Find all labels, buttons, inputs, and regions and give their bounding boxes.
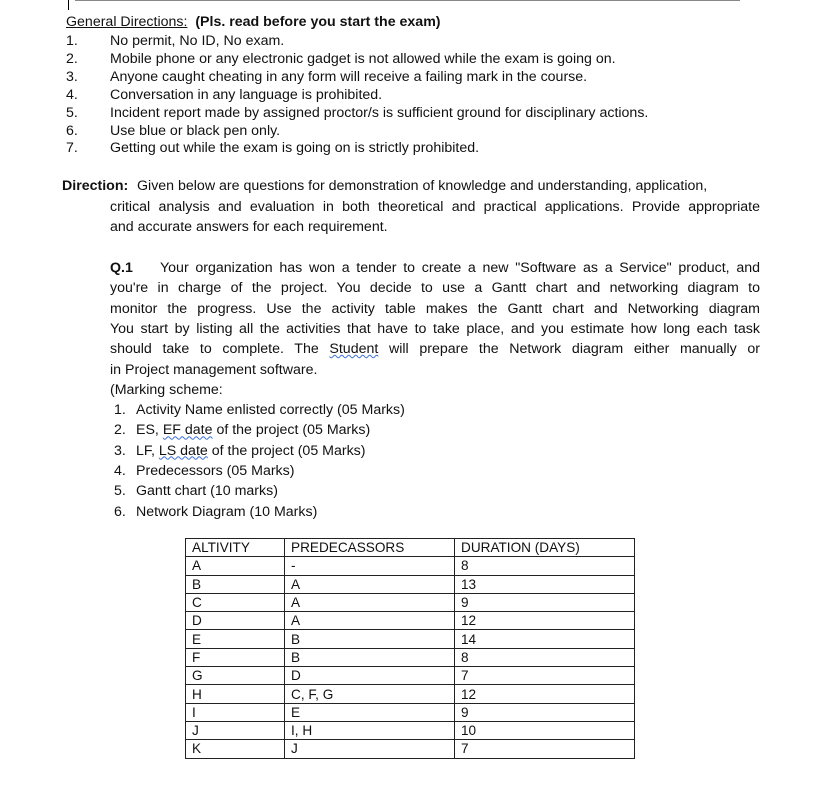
q1-line: (Marking scheme: [110, 381, 223, 398]
marking-number: 2. [114, 422, 126, 439]
list-number: 2. [66, 50, 78, 67]
column-header: ALTIVITY [186, 539, 285, 557]
list-item: Incident report made by assigned proctor/s is sufficient ground for disciplinary actions. [110, 104, 649, 121]
marking-number: 3. [114, 442, 126, 459]
table-row [186, 557, 635, 575]
direction-line: critical analysis and evaluation in both theoretical and practical applications. Provide appropriate [110, 199, 760, 215]
activity-cell: F [186, 648, 285, 666]
header-rule [75, 0, 740, 1]
marking-number: 5. [114, 483, 126, 500]
duration-cell: 9 [455, 703, 635, 721]
activity-cell: D [186, 612, 285, 630]
list-number: 3. [66, 68, 78, 85]
marking-item: Predecessors (05 Marks) [136, 462, 295, 479]
duration-cell: 7 [455, 667, 635, 685]
table-row [186, 630, 635, 648]
predecessor-cell: B [285, 648, 455, 666]
activity-cell: I [186, 703, 285, 721]
table-row [186, 721, 635, 739]
marking-item: LF, LS date of the project (05 Marks) [136, 442, 366, 459]
predecessor-cell: A [285, 593, 455, 611]
duration-cell: 8 [455, 557, 635, 575]
marking-number: 6. [114, 503, 126, 520]
predecessor-cell: C, F, G [285, 685, 455, 703]
activity-cell: K [186, 740, 285, 758]
activity-cell: B [186, 575, 285, 593]
marking-item: Network Diagram (10 Marks) [136, 503, 318, 520]
q1-line: You start by listing all the activities that have to take place, and you estimate how long each task [110, 320, 760, 337]
column-header: PREDECASSORS [285, 539, 455, 557]
general-directions-heading: General Directions: (Pls. read before you start the exam) [66, 14, 441, 30]
activity-cell: C [186, 593, 285, 611]
marking-item: ES, EF date of the project (05 Marks) [136, 422, 371, 439]
predecessor-cell: A [285, 612, 455, 630]
activity-table [185, 538, 635, 759]
duration-cell: 14 [455, 630, 635, 648]
q1-line: Your organization has won a tender to create a new "Software as a Service" product, and [160, 260, 760, 276]
direction-line: and accurate answers for each requirement. [110, 219, 388, 235]
activity-cell: E [186, 630, 285, 648]
table-row [186, 667, 635, 685]
table-header-row [186, 539, 635, 557]
list-number: 1. [66, 33, 78, 49]
duration-cell: 13 [455, 575, 635, 593]
table-row [186, 703, 635, 721]
table-row [186, 740, 635, 758]
activity-cell: J [186, 721, 285, 739]
activity-cell: A [186, 557, 285, 575]
predecessor-cell: B [285, 630, 455, 648]
list-item: Conversation in any language is prohibited. [110, 86, 383, 103]
predecessor-cell: - [285, 557, 455, 575]
q1-label: Q.1 [110, 260, 133, 276]
list-item: Mobile phone or any electronic gadget is not allowed while the exam is going on. [110, 50, 616, 67]
table-row [186, 685, 635, 703]
predecessor-cell: I, H [285, 721, 455, 739]
duration-cell: 9 [455, 593, 635, 611]
list-item: Anyone caught cheating in any form will receive a failing mark in the course. [110, 68, 588, 85]
list-number: 6. [66, 122, 78, 139]
duration-cell: 7 [455, 740, 635, 758]
list-item: No permit, No ID, No exam. [110, 33, 285, 49]
list-number: 5. [66, 104, 78, 121]
list-item: Use blue or black pen only. [110, 122, 281, 139]
table-row [186, 612, 635, 630]
list-item: Getting out while the exam is going on is strictly prohibited. [110, 140, 480, 157]
duration-cell: 12 [455, 612, 635, 630]
duration-cell: 10 [455, 721, 635, 739]
list-number: 7. [66, 140, 78, 157]
marking-number: 4. [114, 462, 126, 479]
marking-item: Activity Name enlisted correctly (05 Marks) [136, 402, 405, 418]
q1-line: in Project management software. [110, 361, 318, 378]
marking-number: 1. [114, 402, 126, 418]
direction-line: Given below are questions for demonstration of knowledge and understanding, application, [137, 178, 708, 194]
text-cursor [68, 0, 69, 10]
duration-cell: 8 [455, 648, 635, 666]
q1-line: you're in charge of the project. You decide to use a Gantt chart and networking diagram to [110, 280, 760, 297]
q1-line: monitor the progress. Use the activity table makes the Gantt chart and Networking diagram [110, 300, 760, 317]
direction-label: Direction: [62, 178, 129, 194]
predecessor-cell: D [285, 667, 455, 685]
q1-line: should take to complete. The Student will prepare the Network diagram either manually or [110, 341, 761, 358]
predecessor-cell: E [285, 703, 455, 721]
predecessor-cell: J [285, 740, 455, 758]
table-row [186, 575, 635, 593]
predecessor-cell: A [285, 575, 455, 593]
list-number: 4. [66, 86, 78, 103]
column-header: DURATION (DAYS) [455, 539, 635, 557]
marking-item: Gantt chart (10 marks) [136, 483, 278, 500]
duration-cell: 12 [455, 685, 635, 703]
table-row [186, 648, 635, 666]
table-row [186, 593, 635, 611]
activity-cell: H [186, 685, 285, 703]
activity-cell: G [186, 667, 285, 685]
